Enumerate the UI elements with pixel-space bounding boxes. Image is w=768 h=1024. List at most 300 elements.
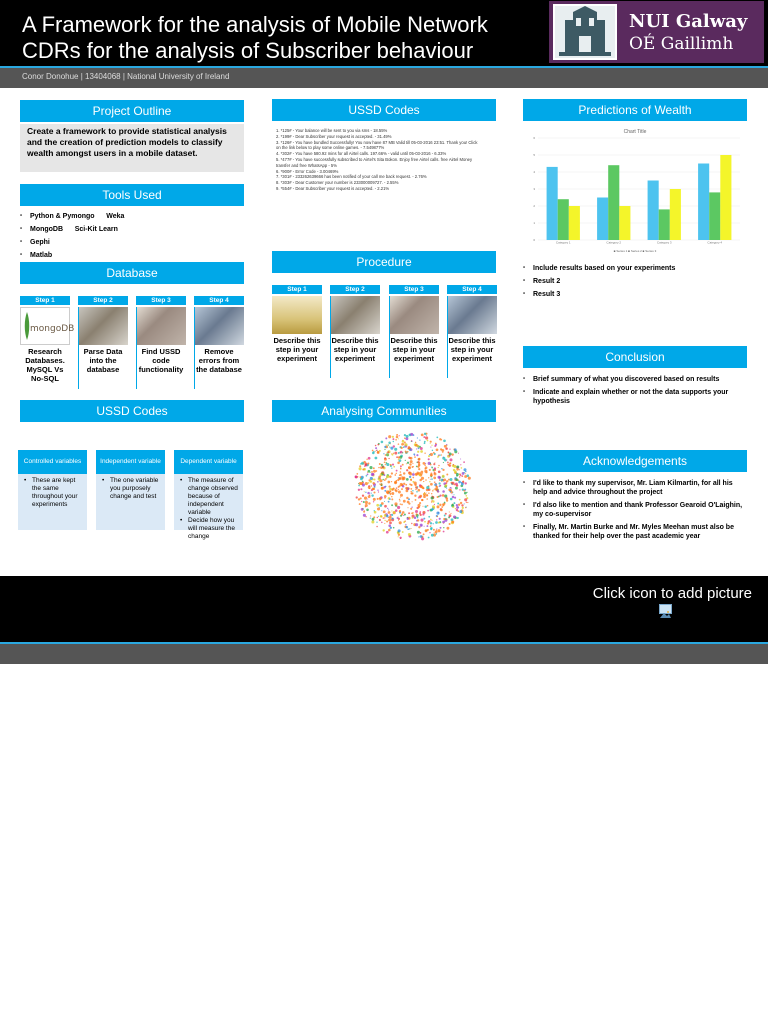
network-node <box>391 510 392 511</box>
network-node <box>440 454 441 455</box>
network-node <box>405 437 408 440</box>
network-node <box>446 444 447 445</box>
network-node <box>387 451 389 453</box>
section-analysing-communities: Analysing Communities <box>272 400 496 422</box>
network-node <box>398 491 401 494</box>
network-node <box>373 491 375 493</box>
network-node <box>365 492 366 493</box>
network-node <box>388 435 391 438</box>
network-node <box>439 482 441 484</box>
network-node <box>382 479 384 481</box>
chart-bars <box>547 155 732 240</box>
network-node <box>445 484 448 487</box>
network-node <box>406 526 409 529</box>
acknowledgements-list <box>523 479 747 545</box>
network-node <box>392 490 393 491</box>
network-node <box>415 523 418 526</box>
network-node <box>454 448 457 451</box>
network-node <box>432 450 433 451</box>
network-node <box>363 511 365 513</box>
network-node <box>455 487 458 490</box>
network-node <box>431 534 434 537</box>
logo-text-irish: OÉ Gaillimh <box>629 34 734 54</box>
network-node <box>385 444 386 445</box>
bar-1-3 <box>648 181 659 241</box>
network-node <box>396 487 398 489</box>
procedure-step-3 <box>389 285 439 363</box>
network-node <box>416 466 418 468</box>
network-node <box>388 444 389 445</box>
network-node <box>373 501 374 502</box>
network-node <box>458 481 461 484</box>
network-node <box>377 517 378 518</box>
network-node <box>384 523 385 524</box>
network-node <box>417 445 420 448</box>
network-node <box>400 503 402 505</box>
step-label: Step 2 <box>330 285 380 294</box>
network-node <box>373 498 376 501</box>
network-node <box>431 501 432 502</box>
network-node <box>408 533 411 536</box>
network-node <box>428 458 430 460</box>
network-node <box>428 521 430 523</box>
network-node <box>452 496 455 499</box>
network-node <box>384 479 386 481</box>
network-node <box>409 463 411 465</box>
network-node <box>400 465 402 467</box>
conclusion-list <box>523 375 747 410</box>
network-node <box>425 479 427 481</box>
network-node <box>361 501 362 502</box>
ussd-line: 5. *477# - You have successfully subscribed to Airtel's Sita Bokon. Enjoy free Airtel calls. free Airtel Money <box>276 156 473 162</box>
network-node <box>394 502 397 505</box>
network-node <box>409 434 410 435</box>
step-divider <box>389 296 390 378</box>
network-node <box>396 470 398 472</box>
step-label: Step 1 <box>272 285 322 294</box>
network-node <box>460 502 462 504</box>
network-node <box>424 433 426 435</box>
bar-3-3 <box>670 189 681 240</box>
network-node <box>440 509 443 512</box>
network-node <box>390 527 392 529</box>
network-node <box>394 448 397 451</box>
network-node <box>379 478 380 479</box>
network-node <box>468 477 471 480</box>
step-description: Remove errors from the database <box>196 347 242 374</box>
header <box>0 0 768 66</box>
list-item: • The one variable you purposely change and test <box>102 477 160 501</box>
network-node <box>387 481 390 484</box>
network-node <box>432 469 434 471</box>
network-node <box>446 459 447 460</box>
network-node <box>420 450 423 453</box>
network-node <box>453 465 456 468</box>
network-node <box>465 473 466 474</box>
network-node <box>399 500 400 501</box>
network-node <box>459 510 462 513</box>
network-node <box>389 498 391 500</box>
list-item: • Python & Pymongo Weka <box>20 212 244 221</box>
network-node <box>458 453 459 454</box>
network-node <box>398 536 399 537</box>
network-node <box>398 485 400 487</box>
network-node <box>437 529 440 532</box>
network-node <box>416 462 417 463</box>
network-node <box>411 479 412 480</box>
network-node <box>406 478 409 481</box>
network-node <box>446 499 448 501</box>
network-node <box>430 509 433 512</box>
list-item: • Indicate and explain whether or not the data supports your hypothesis <box>523 388 747 406</box>
network-node <box>363 514 366 517</box>
network-node <box>371 494 373 496</box>
network-node <box>415 510 418 513</box>
network-node <box>454 470 457 473</box>
network-node <box>464 482 466 484</box>
network-node <box>466 492 467 493</box>
network-node <box>375 445 377 447</box>
network-node <box>391 481 392 482</box>
network-node <box>456 506 459 509</box>
network-node <box>464 489 466 491</box>
network-node <box>461 475 463 477</box>
network-node <box>448 464 450 466</box>
network-node <box>394 474 396 476</box>
add-picture-caption[interactable]: Click icon to add picture <box>592 585 752 602</box>
network-node <box>461 504 463 506</box>
network-node <box>463 468 466 471</box>
section-conclusion: Conclusion <box>523 346 747 368</box>
network-node <box>456 509 458 511</box>
network-node <box>400 494 403 497</box>
network-node <box>386 463 389 466</box>
step-photo <box>272 296 322 334</box>
network-node <box>358 498 360 500</box>
network-node <box>412 473 415 476</box>
network-node <box>418 464 420 466</box>
procedure-step-2 <box>330 285 380 363</box>
network-node <box>456 473 459 476</box>
network-node <box>400 468 402 470</box>
network-node <box>387 454 388 455</box>
network-node <box>398 456 400 458</box>
network-node <box>404 513 406 515</box>
list-item: • Decide how you will measure the change <box>180 517 238 541</box>
network-node <box>377 498 379 500</box>
network-node <box>368 502 370 504</box>
network-node <box>388 529 391 532</box>
mongodb-text: mongoDB <box>30 324 75 334</box>
step-divider <box>330 296 331 378</box>
network-node <box>451 488 452 489</box>
y-tick-label: 5 <box>533 153 535 157</box>
network-node <box>391 467 392 468</box>
section-predictions-of-wealth: Predictions of Wealth <box>523 99 747 121</box>
network-node <box>384 461 386 463</box>
network-node <box>423 436 425 438</box>
mongodb-logo-icon <box>20 307 75 345</box>
network-node <box>364 491 365 492</box>
network-node <box>446 527 449 530</box>
network-node <box>388 509 389 510</box>
network-node <box>388 485 390 487</box>
network-node <box>385 486 387 488</box>
network-node <box>422 506 423 507</box>
network-node <box>451 504 454 507</box>
network-node <box>448 451 450 453</box>
network-node <box>440 527 442 529</box>
database-step-4 <box>194 296 244 374</box>
network-node <box>417 519 419 521</box>
procedure-step-1 <box>272 285 322 363</box>
network-node <box>377 489 378 490</box>
network-node <box>356 473 358 475</box>
ussd-line: transfer and free WhatsApp - 5% <box>276 162 337 168</box>
network-node <box>389 447 390 448</box>
network-node <box>416 448 417 449</box>
network-node <box>436 448 439 451</box>
bar-1-4 <box>698 164 709 241</box>
network-node <box>438 454 439 455</box>
network-node <box>417 451 419 453</box>
network-node <box>409 476 411 478</box>
footer <box>0 576 768 642</box>
network-node <box>363 508 364 509</box>
ussd-code-list <box>276 128 491 192</box>
section-ussd-codes: USSD Codes <box>272 99 496 121</box>
network-node <box>424 526 425 527</box>
network-node <box>453 515 456 518</box>
community-network-graph <box>352 428 474 544</box>
network-node <box>456 478 459 481</box>
network-node <box>424 452 425 453</box>
network-node <box>389 475 392 478</box>
network-node <box>385 437 387 439</box>
network-node <box>362 495 364 497</box>
x-tick-label: Category 3 <box>656 240 672 245</box>
network-node <box>378 491 379 492</box>
title-line-2: CDRs for the analysis of Subscriber behaviour <box>22 38 474 63</box>
network-node <box>390 491 391 492</box>
network-node <box>449 453 452 456</box>
network-node <box>360 476 362 478</box>
network-node <box>371 520 374 523</box>
network-node <box>459 489 460 490</box>
network-node <box>442 503 445 506</box>
network-node <box>415 499 417 501</box>
network-node <box>412 477 414 479</box>
network-node <box>391 492 394 495</box>
x-tick-label: Category 4 <box>707 240 723 245</box>
ussd-line: 8. *303# - Dear Customer your number is 233000009727. - 2.55% <box>276 180 399 186</box>
ussd-line: 3. *126# - You have bundled Successfully! You now have 87 MB Valid till 05-03-2016 23:51. Thank you! Click <box>276 139 478 145</box>
network-node <box>388 518 391 521</box>
network-node <box>367 463 369 465</box>
network-node <box>437 456 439 458</box>
network-node <box>430 527 433 530</box>
network-node <box>426 435 427 436</box>
network-node <box>435 443 437 445</box>
network-node <box>366 509 369 512</box>
step-divider <box>447 296 448 378</box>
step-label: Step 1 <box>20 296 70 305</box>
network-node <box>438 467 439 468</box>
network-node <box>419 439 420 440</box>
network-node <box>464 503 465 504</box>
network-node <box>446 497 449 500</box>
picture-icon[interactable] <box>659 604 672 614</box>
network-node <box>450 487 452 489</box>
network-node <box>406 469 408 471</box>
network-node <box>392 518 394 520</box>
network-node <box>449 462 451 464</box>
network-node <box>428 516 430 518</box>
network-node <box>433 507 435 509</box>
network-node <box>424 464 426 466</box>
network-node <box>372 452 375 455</box>
network-node <box>433 523 434 524</box>
network-node <box>433 529 435 531</box>
network-node <box>434 504 435 505</box>
network-node <box>371 493 372 494</box>
network-node <box>391 498 393 500</box>
network-node <box>430 472 432 474</box>
network-node <box>454 497 456 499</box>
network-node <box>402 478 405 481</box>
network-node <box>414 517 417 520</box>
network-node <box>439 479 441 481</box>
network-node <box>446 480 448 482</box>
network-node <box>399 521 402 524</box>
network-node <box>384 497 386 499</box>
network-node <box>431 493 432 494</box>
network-node <box>394 489 396 491</box>
network-node <box>383 517 385 519</box>
network-node <box>430 479 431 480</box>
network-node <box>396 436 399 439</box>
network-node <box>384 520 385 521</box>
network-node <box>431 496 434 499</box>
network-node <box>365 482 368 485</box>
database-step-2 <box>78 296 128 374</box>
network-node <box>368 486 371 489</box>
network-node <box>404 434 406 436</box>
network-node <box>457 517 459 519</box>
network-node <box>443 479 446 482</box>
network-node <box>446 474 448 476</box>
network-node <box>431 520 432 521</box>
list-item: • MongoDB Sci-Kit Learn <box>20 225 244 234</box>
network-node <box>407 528 409 530</box>
step-label: Step 3 <box>136 296 186 305</box>
network-node <box>391 504 393 506</box>
network-node <box>422 513 424 515</box>
network-node <box>389 488 392 491</box>
network-node <box>442 452 443 453</box>
ussd-line: 2. *199# - Dear Subscriber your request is accepted. - 31.49% <box>276 133 392 139</box>
controlled-variables-header: Controlled variables <box>18 450 87 474</box>
network-node <box>359 465 361 467</box>
network-node <box>414 456 416 458</box>
network-node <box>381 464 383 466</box>
network-node <box>430 483 433 486</box>
y-tick-label: 3 <box>533 187 535 191</box>
network-node <box>417 437 418 438</box>
network-node <box>423 481 424 482</box>
network-node <box>438 496 440 498</box>
network-node <box>434 445 436 447</box>
university-logo <box>549 1 764 63</box>
network-node <box>444 515 446 517</box>
network-node <box>381 522 383 524</box>
step-divider <box>136 307 137 389</box>
network-node <box>400 451 403 454</box>
network-node <box>421 473 423 475</box>
network-node <box>443 518 445 520</box>
network-node <box>428 537 430 539</box>
network-node <box>356 496 358 498</box>
step-description: Parse Data into the database <box>83 347 123 374</box>
network-node <box>431 445 432 446</box>
network-node <box>418 526 420 528</box>
network-node <box>397 517 399 519</box>
network-node <box>386 521 388 523</box>
network-node <box>419 502 421 504</box>
network-node <box>377 444 379 446</box>
network-node <box>365 516 366 517</box>
bar-1-2 <box>597 198 608 241</box>
network-node <box>394 481 397 484</box>
network-node <box>394 452 397 455</box>
network-node <box>439 504 441 506</box>
network-node <box>435 483 436 484</box>
network-node <box>430 522 432 524</box>
network-node <box>420 532 422 534</box>
network-node <box>443 462 444 463</box>
network-node <box>366 475 368 477</box>
network-node <box>378 467 379 468</box>
network-node <box>381 441 384 444</box>
title-line-1: A Framework for the analysis of Mobile Network <box>22 12 488 37</box>
network-node <box>418 468 420 470</box>
network-node <box>425 463 426 464</box>
network-node <box>362 483 365 486</box>
network-node <box>412 466 414 468</box>
network-node <box>456 504 458 506</box>
network-node <box>428 455 430 457</box>
network-node <box>388 524 391 527</box>
network-node <box>464 472 465 473</box>
step-label: Step 4 <box>194 296 244 305</box>
network-node <box>448 488 451 491</box>
network-node <box>372 488 375 491</box>
section-project-outline: Project Outline <box>20 100 244 122</box>
network-node <box>375 447 377 449</box>
step-photo <box>78 307 128 345</box>
y-tick-label: 6 <box>533 136 535 140</box>
network-node <box>373 478 375 480</box>
ussd-line: 7. *301# - 233262639666 has been notified of your call me back request. - 2.76% <box>276 174 427 180</box>
network-node <box>386 531 389 534</box>
network-node <box>403 472 405 474</box>
network-node <box>450 498 453 501</box>
list-item: • Result 3 <box>523 290 747 299</box>
network-node <box>395 439 397 441</box>
network-node <box>389 516 392 519</box>
network-node <box>442 490 445 493</box>
network-node <box>393 527 395 529</box>
